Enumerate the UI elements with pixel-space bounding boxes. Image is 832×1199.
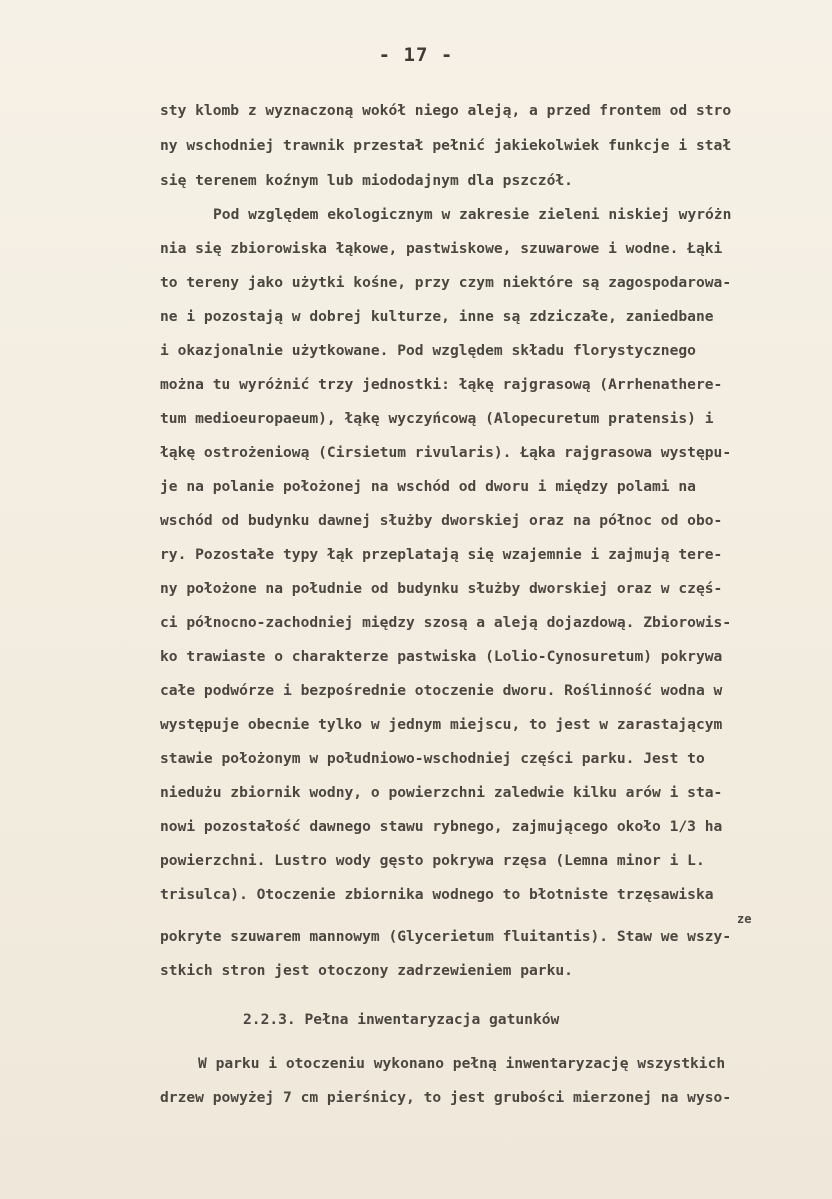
- text-line: ne i pozostają w dobrej kulturze, inne są zdziczałe, zaniedbane: [160, 308, 714, 325]
- text-line: Pod względem ekologicznym w zakresie zieleni niskiej wyróżn: [213, 206, 732, 223]
- text-line: się terenem koźnym lub miododajnym dla pszczół.: [160, 172, 573, 189]
- text-line: sty klomb z wyznaczoną wokół niego aleją, a przed frontem od stro: [160, 102, 732, 119]
- handwritten-correction: ze: [737, 912, 752, 926]
- text-line: je na polanie położonej na wschód od dworu i między polami na: [160, 478, 696, 495]
- text-line: stkich stron jest otoczony zadrzewieniem parku.: [160, 962, 573, 979]
- text-line: łąkę ostrożeniową (Cirsietum rivularis). Łąka rajgrasowa występu-: [160, 444, 732, 461]
- text-line: pokryte szuwarem mannowym (Glycerietum fluitantis). Staw we wszy-: [160, 928, 732, 945]
- text-line: drzew powyżej 7 cm pierśnicy, to jest grubości mierzonej na wyso-: [160, 1089, 732, 1106]
- text-line: trisulca). Otoczenie zbiornika wodnego to błotniste trzęsawiska: [160, 886, 714, 903]
- text-line: wschód od budynku dawnej służby dworskiej oraz na północ od obo-: [160, 512, 723, 529]
- text-line: i okazjonalnie użytkowane. Pod względem składu florystycznego: [160, 342, 696, 359]
- text-line: ry. Pozostałe typy łąk przeplatają się wzajemnie i zajmują tere-: [160, 546, 723, 563]
- text-line: nia się zbiorowiska łąkowe, pastwiskowe, szuwarowe i wodne. Łąki: [160, 240, 723, 257]
- text-line: to tereny jako użytki kośne, przy czym niektóre są zagospodarowa-: [160, 274, 732, 291]
- text-line: można tu wyróżnić trzy jednostki: łąkę rajgrasową (Arrhenathere-: [160, 376, 723, 393]
- text-line: W parku i otoczeniu wykonano pełną inwentaryzację wszystkich: [198, 1055, 726, 1072]
- text-line: całe podwórze i bezpośrednie otoczenie dworu. Roślinność wodna w: [160, 682, 723, 699]
- text-line: ci północno-zachodniej między szosą a aleją dojazdową. Zbiorowis-: [160, 614, 732, 631]
- text-line: ny wschodniej trawnik przestał pełnić jakiekolwiek funkcje i stał: [160, 137, 732, 154]
- section-heading: 2.2.3. Pełna inwentaryzacja gatunków: [243, 1011, 560, 1028]
- text-line: występuje obecnie tylko w jednym miejscu, to jest w zarastającym: [160, 716, 723, 733]
- text-line: nowi pozostałość dawnego stawu rybnego, zajmującego około 1/3 ha: [160, 818, 723, 835]
- text-line: ny położone na południe od budynku służby dworskiej oraz w częś-: [160, 580, 723, 597]
- text-line: tum medioeuropaeum), łąkę wyczyńcową (Alopecuretum pratensis) i: [160, 410, 714, 427]
- text-line: powierzchni. Lustro wody gęsto pokrywa rzęsa (Lemna minor i L.: [160, 852, 705, 869]
- text-line: stawie położonym w południowo-wschodniej części parku. Jest to: [160, 750, 705, 767]
- page-number: - 17 -: [378, 44, 454, 66]
- text-line: ko trawiaste o charakterze pastwiska (Lolio-Cynosuretum) pokrywa: [160, 648, 723, 665]
- text-line: niedużu zbiornik wodny, o powierzchni zaledwie kilku arów i sta-: [160, 784, 723, 801]
